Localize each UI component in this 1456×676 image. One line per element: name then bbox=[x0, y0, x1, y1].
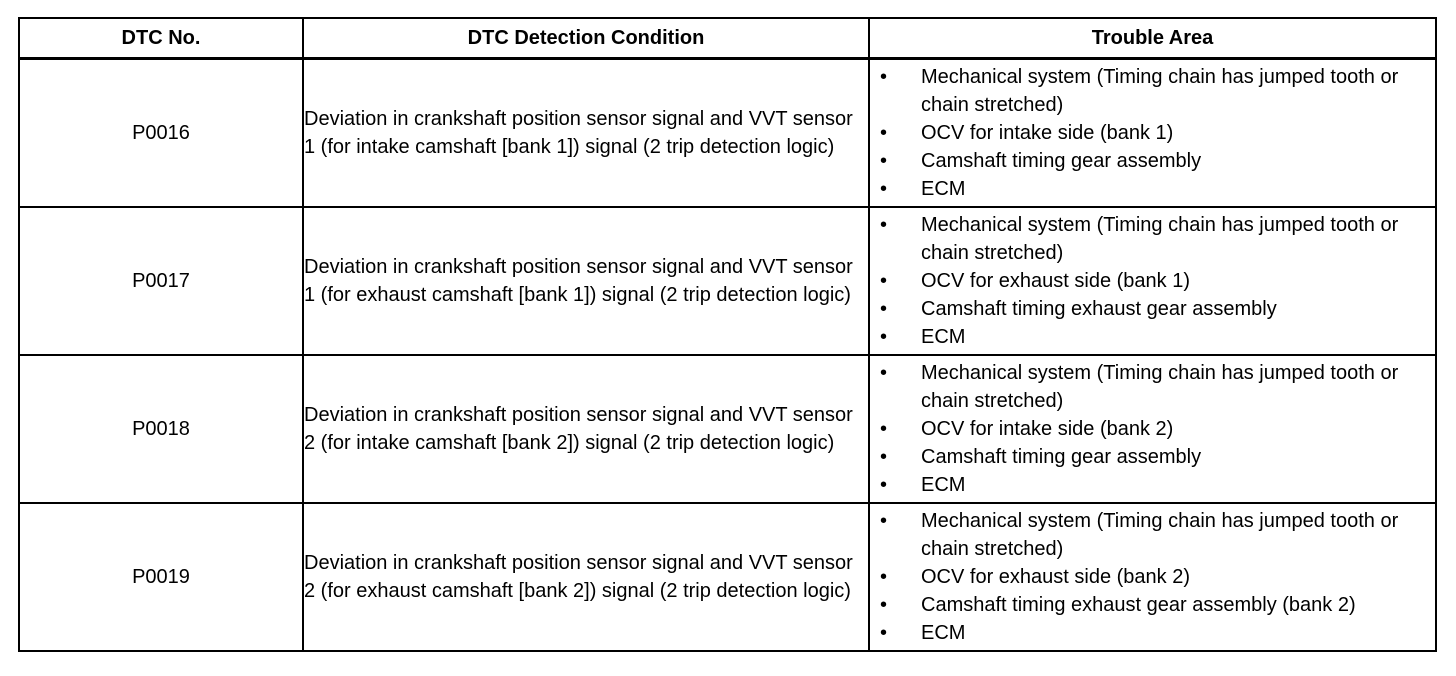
trouble-area-text: OCV for intake side (bank 1) bbox=[921, 122, 1174, 144]
trouble-area-text: Camshaft timing exhaust gear assembly (bank 2) bbox=[921, 594, 1356, 616]
list-item bbox=[870, 119, 1435, 147]
dtc-table bbox=[18, 17, 1437, 652]
trouble-area-text: Camshaft timing exhaust gear assembly bbox=[921, 298, 1277, 320]
dtc-code: P0017 bbox=[19, 207, 303, 355]
list-item bbox=[870, 415, 1435, 443]
header-trouble-area: Trouble Area bbox=[869, 18, 1436, 59]
trouble-area-cell bbox=[869, 503, 1436, 651]
trouble-area-text: OCV for exhaust side (bank 2) bbox=[921, 566, 1191, 588]
trouble-area-text: ECM bbox=[921, 622, 966, 644]
table-row bbox=[19, 207, 1436, 355]
header-dtc-no: DTC No. bbox=[19, 18, 303, 59]
detection-condition: Deviation in crankshaft position sensor signal and VVT sensor 2 (for exhaust camshaft [bank 2]) signal (2 trip detection logic) bbox=[303, 503, 869, 651]
trouble-area-text: Camshaft timing gear assembly bbox=[921, 150, 1202, 172]
bullet-icon: • bbox=[880, 446, 888, 468]
dtc-code: P0016 bbox=[19, 59, 303, 208]
detection-condition: Deviation in crankshaft position sensor signal and VVT sensor 2 (for intake camshaft [bank 2]) signal (2 trip detection logic) bbox=[303, 355, 869, 503]
list-item bbox=[870, 211, 1435, 267]
list-item bbox=[870, 175, 1435, 203]
table-row bbox=[19, 59, 1436, 208]
list-item bbox=[870, 507, 1435, 563]
list-item bbox=[870, 359, 1435, 415]
trouble-area-text: Mechanical system (Timing chain has jumped tooth or chain stretched) bbox=[921, 66, 1399, 116]
bullet-icon: • bbox=[880, 418, 888, 440]
list-item bbox=[870, 323, 1435, 351]
list-item bbox=[870, 295, 1435, 323]
trouble-area-cell bbox=[869, 207, 1436, 355]
header-detection-condition: DTC Detection Condition bbox=[303, 18, 869, 59]
bullet-icon: • bbox=[880, 510, 888, 532]
trouble-area-list bbox=[870, 63, 1435, 203]
bullet-icon: • bbox=[880, 362, 888, 384]
dtc-code: P0019 bbox=[19, 503, 303, 651]
dtc-code: P0018 bbox=[19, 355, 303, 503]
bullet-icon: • bbox=[880, 178, 888, 200]
bullet-icon: • bbox=[880, 270, 888, 292]
bullet-icon: • bbox=[880, 150, 888, 172]
list-item bbox=[870, 619, 1435, 647]
detection-condition: Deviation in crankshaft position sensor signal and VVT sensor 1 (for intake camshaft [bank 1]) signal (2 trip detection logic) bbox=[303, 59, 869, 208]
header-row bbox=[19, 18, 1436, 59]
bullet-icon: • bbox=[880, 66, 888, 88]
trouble-area-list bbox=[870, 211, 1435, 351]
bullet-icon: • bbox=[880, 622, 888, 644]
trouble-area-text: ECM bbox=[921, 326, 966, 348]
list-item bbox=[870, 267, 1435, 295]
bullet-icon: • bbox=[880, 214, 888, 236]
bullet-icon: • bbox=[880, 474, 888, 496]
trouble-area-text: OCV for intake side (bank 2) bbox=[921, 418, 1174, 440]
list-item bbox=[870, 471, 1435, 499]
trouble-area-text: ECM bbox=[921, 178, 966, 200]
bullet-icon: • bbox=[880, 566, 888, 588]
table-row bbox=[19, 503, 1436, 651]
trouble-area-text: ECM bbox=[921, 474, 966, 496]
list-item bbox=[870, 591, 1435, 619]
list-item bbox=[870, 147, 1435, 175]
trouble-area-cell bbox=[869, 59, 1436, 208]
detection-condition: Deviation in crankshaft position sensor signal and VVT sensor 1 (for exhaust camshaft [bank 1]) signal (2 trip detection logic) bbox=[303, 207, 869, 355]
trouble-area-list bbox=[870, 507, 1435, 647]
bullet-icon: • bbox=[880, 298, 888, 320]
trouble-area-text: Mechanical system (Timing chain has jumped tooth or chain stretched) bbox=[921, 510, 1399, 560]
trouble-area-text: Mechanical system (Timing chain has jumped tooth or chain stretched) bbox=[921, 362, 1399, 412]
list-item bbox=[870, 563, 1435, 591]
trouble-area-cell bbox=[869, 355, 1436, 503]
trouble-area-text: Camshaft timing gear assembly bbox=[921, 446, 1202, 468]
trouble-area-list bbox=[870, 359, 1435, 499]
trouble-area-text: OCV for exhaust side (bank 1) bbox=[921, 270, 1191, 292]
bullet-icon: • bbox=[880, 326, 888, 348]
bullet-icon: • bbox=[880, 594, 888, 616]
table-row bbox=[19, 355, 1436, 503]
bullet-icon: • bbox=[880, 122, 888, 144]
list-item bbox=[870, 443, 1435, 471]
list-item bbox=[870, 63, 1435, 119]
trouble-area-text: Mechanical system (Timing chain has jumped tooth or chain stretched) bbox=[921, 214, 1399, 264]
